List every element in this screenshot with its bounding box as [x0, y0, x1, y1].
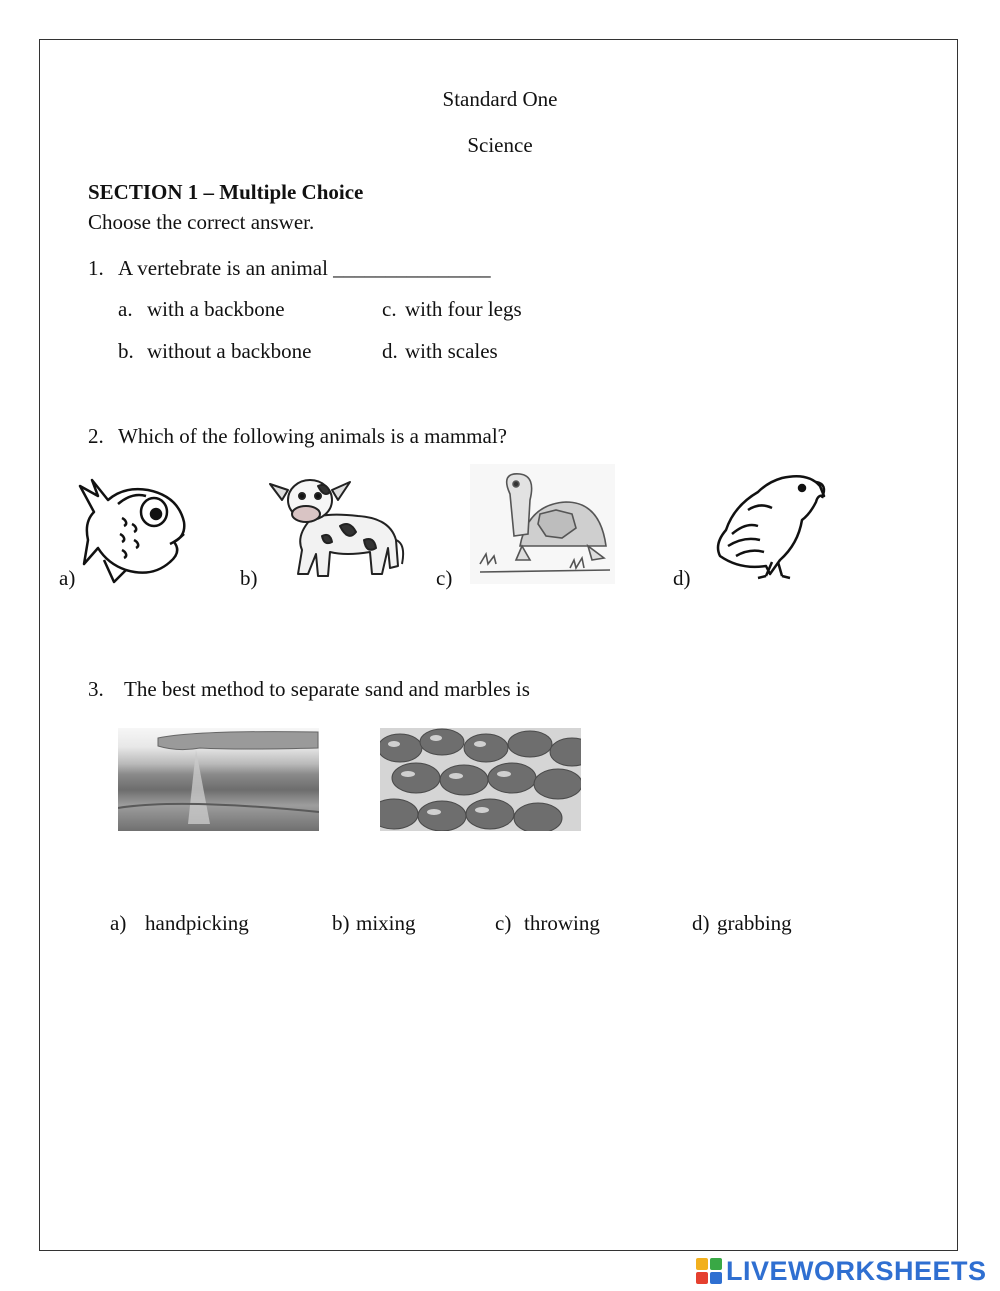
liveworksheets-logo[interactable] — [696, 1257, 987, 1285]
q2-option-c-letter[interactable]: c) — [436, 566, 453, 590]
turtle-icon[interactable] — [470, 464, 615, 584]
cow-icon[interactable] — [262, 470, 407, 585]
q2-number: 2. — [88, 424, 104, 448]
grade-title: Standard One — [442, 87, 558, 111]
q3-option-c-letter: c) — [495, 911, 512, 935]
q3-number: 3. — [88, 677, 104, 701]
q1-option-b-letter: b. — [118, 339, 134, 363]
subject-title: Science — [467, 133, 533, 157]
q3-text: The best method to separate sand and marbles is — [124, 677, 530, 701]
q3-option-d[interactable]: grabbing — [717, 911, 792, 935]
q1-option-d-letter: d. — [382, 339, 398, 363]
q1-option-c-letter: c. — [382, 297, 397, 321]
q1-number: 1. — [88, 256, 104, 280]
section-title: SECTION 1 – Multiple Choice — [88, 180, 364, 204]
marbles-icon — [380, 728, 581, 831]
q1-option-c[interactable]: with four legs — [405, 297, 522, 321]
section-instruction: Choose the correct answer. — [88, 210, 315, 234]
q3-option-c[interactable]: throwing — [524, 911, 600, 935]
q1-option-a-letter: a. — [118, 297, 133, 321]
q2-option-b-letter[interactable]: b) — [240, 566, 258, 590]
logo-text: LIVEWORKSHEETS — [726, 1255, 987, 1286]
q3-option-b-letter: b) — [332, 911, 350, 935]
q3-option-a[interactable]: handpicking — [145, 911, 249, 935]
sand-icon — [118, 728, 319, 831]
q1-option-b[interactable]: without a backbone — [147, 339, 312, 363]
q3-option-a-letter: a) — [110, 911, 127, 935]
logo-icon — [696, 1258, 722, 1284]
q3-option-d-letter: d) — [692, 911, 710, 935]
bird-icon[interactable] — [712, 470, 830, 585]
q2-option-d-letter[interactable]: d) — [673, 566, 691, 590]
fish-icon[interactable] — [74, 478, 194, 588]
q2-text: Which of the following animals is a mammal? — [118, 424, 507, 448]
q2-option-a-letter[interactable]: a) — [59, 566, 76, 590]
q1-option-d[interactable]: with scales — [405, 339, 498, 363]
q1-text: A vertebrate is an animal _______________ — [118, 256, 491, 280]
q3-option-b[interactable]: mixing — [356, 911, 416, 935]
q1-option-a[interactable]: with a backbone — [147, 297, 285, 321]
